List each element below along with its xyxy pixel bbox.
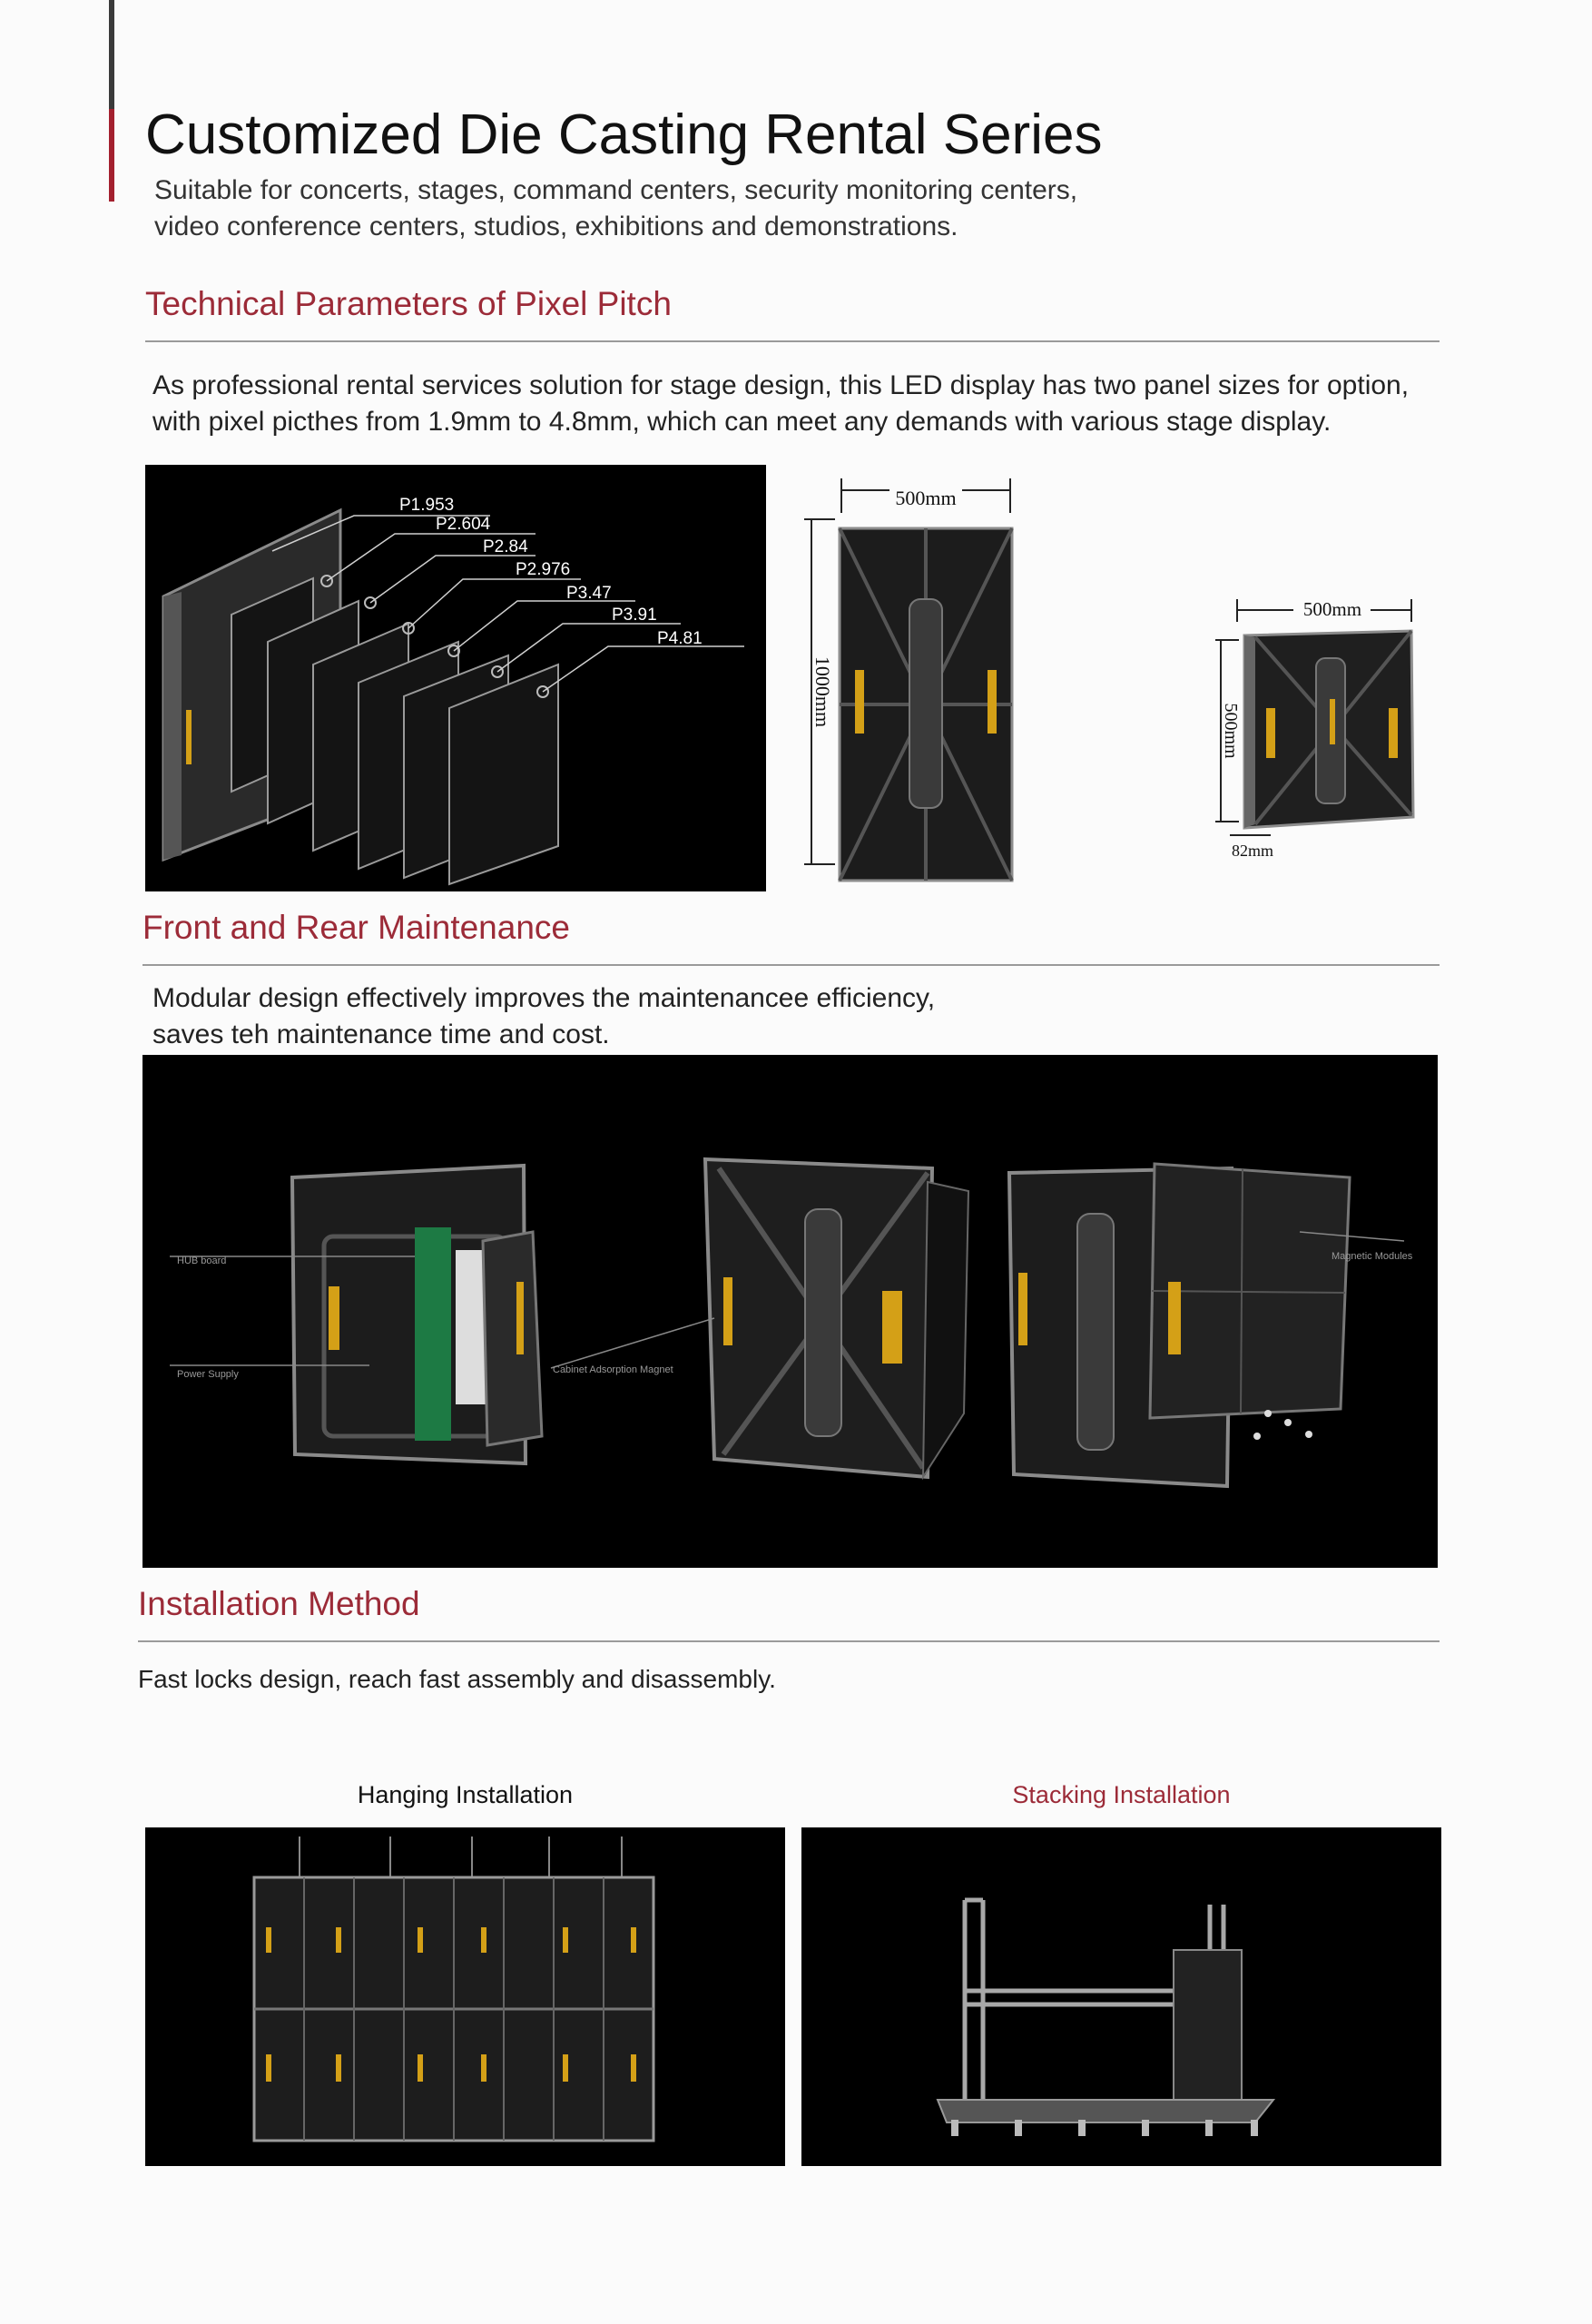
section-title-installation: Installation Method xyxy=(138,1585,420,1622)
pixel-pitch-description xyxy=(152,368,1409,440)
page-subtitle xyxy=(154,172,1077,245)
label-magnetic-modules: Magnetic Modules xyxy=(1332,1251,1413,1262)
pitch-label: P2.84 xyxy=(483,537,528,556)
maintenance-description xyxy=(152,980,935,1053)
square-cabinet-diagram xyxy=(1212,590,1425,862)
label-cabinet-magnet: Cabinet Adsorption Magnet xyxy=(553,1364,673,1375)
subtitle-line: Suitable for concerts, stages, command centers, security monitoring centers, xyxy=(154,175,1078,205)
section-divider xyxy=(145,340,1440,342)
maintenance-image xyxy=(142,1055,1438,1568)
pitch-label: P2.976 xyxy=(516,560,571,579)
decorative-bar-red xyxy=(109,109,114,202)
dimension-height-label: 500mm xyxy=(1221,703,1241,759)
section-divider xyxy=(142,964,1440,966)
stacking-installation-label: Stacking Installation xyxy=(1012,1781,1231,1808)
pitch-label: P3.91 xyxy=(612,606,657,625)
description-line: Modular design effectively improves the maintenancee efficiency, xyxy=(152,983,936,1013)
dimension-depth-label: 82mm xyxy=(1231,842,1274,860)
section-title-maintenance: Front and Rear Maintenance xyxy=(142,909,570,946)
description-line: saves teh maintenance time and cost. xyxy=(152,1019,610,1049)
decorative-bar-dark xyxy=(109,0,114,109)
pitch-label: P2.604 xyxy=(436,515,491,534)
section-divider xyxy=(138,1640,1440,1642)
hanging-installation-image xyxy=(145,1827,785,2166)
dimension-height-label: 1000mm xyxy=(811,655,834,728)
section-title-pixel-pitch: Technical Parameters of Pixel Pitch xyxy=(145,285,672,322)
tall-cabinet-diagram xyxy=(799,472,1026,890)
description-line: with pixel picthes from 1.9mm to 4.8mm, which can meet any demands with various stage display. xyxy=(152,407,1332,437)
dimension-width-label: 500mm xyxy=(895,487,957,509)
installation-description: Fast locks design, reach fast assembly and disassembly. xyxy=(138,1665,776,1693)
description-line: As professional rental services solution for stage design, this LED display has two panel sizes for option, xyxy=(152,370,1410,400)
pixel-pitch-exploded-image xyxy=(145,465,766,891)
pitch-label: P1.953 xyxy=(399,496,455,515)
hanging-installation-label: Hanging Installation xyxy=(357,1781,574,1808)
pitch-label: P4.81 xyxy=(657,629,703,648)
label-power-supply: Power Supply xyxy=(177,1369,239,1380)
page-title: Customized Die Casting Rental Series xyxy=(145,103,1103,166)
stacking-installation-image xyxy=(801,1827,1441,2166)
label-hub-board: HUB board xyxy=(177,1256,227,1266)
pitch-label: P3.47 xyxy=(566,584,612,603)
subtitle-line: video conference centers, studios, exhibitions and demonstrations. xyxy=(154,212,958,241)
dimension-width-label: 500mm xyxy=(1302,598,1362,620)
